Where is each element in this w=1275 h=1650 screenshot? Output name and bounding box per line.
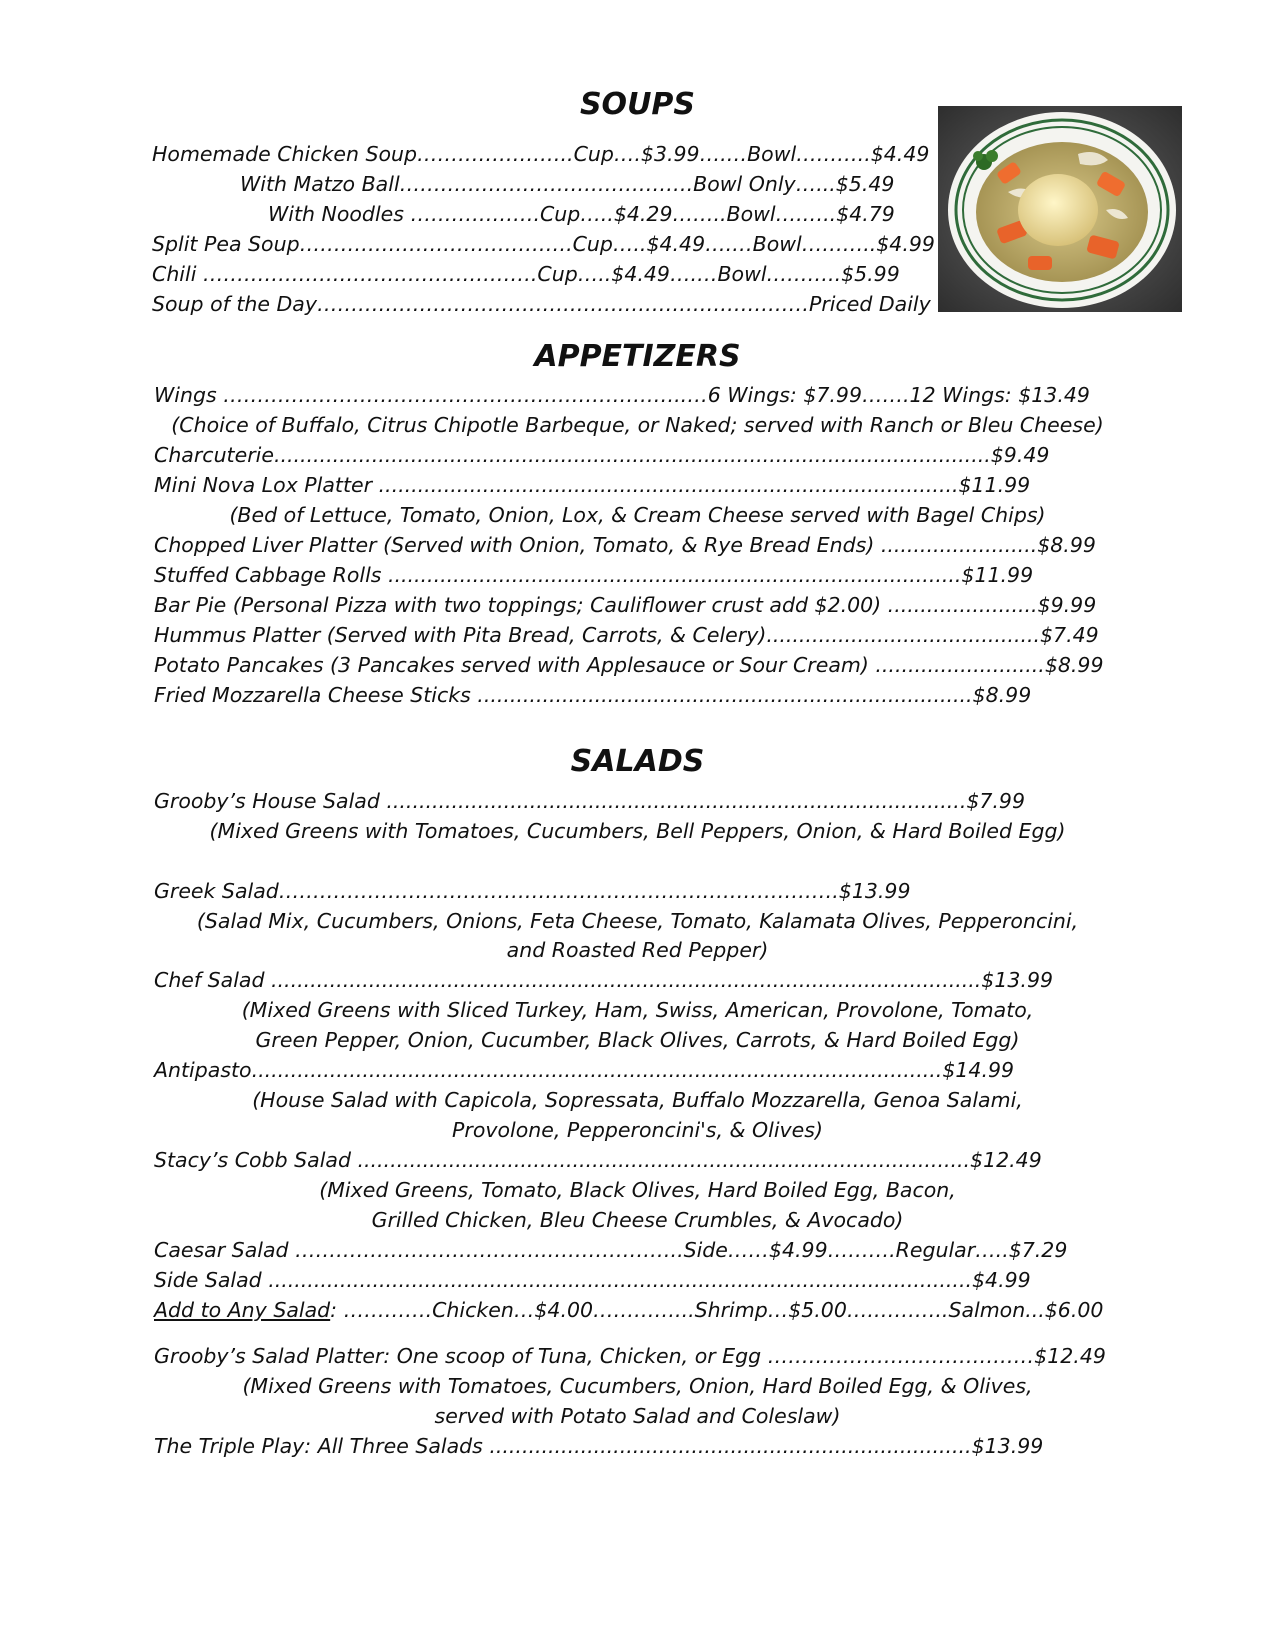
soups-heading: SOUPS bbox=[579, 87, 696, 122]
soup-item-split-pea: Split Pea Soup………………………………….Cup…..$4.49….…Bowl………..$4.99 bbox=[152, 232, 935, 256]
appetizers-heading: APPETIZERS bbox=[534, 339, 741, 374]
salad-chef-desc-2: Green Pepper, Onion, Cucumber, Black Olives, Carrots, & Hard Boiled Egg) bbox=[255, 1028, 1020, 1052]
salad-item-antipasto: Antipasto..........................................................................................................$14.99 bbox=[154, 1058, 1015, 1082]
salad-item-triple-play: The Triple Play: All Three Salads ..........................................................................$13.99 bbox=[154, 1434, 1044, 1458]
soup-item-of-the-day: Soup of the Day………………………………………………………………Priced Daily bbox=[152, 292, 931, 316]
soup-item-matzo: With Matzo Ball…………………………………….Bowl Only…...$5.49 bbox=[240, 172, 895, 196]
salad-greek-desc-2: and Roasted Red Pepper) bbox=[506, 938, 769, 962]
salad-item-side: Side Salad ............................................................................................................$4.99 bbox=[154, 1268, 1031, 1292]
salad-add-ons-prices: : ………….Chicken…$4.00…………...Shrimp…$5.00….………..Salmon...$6.00 bbox=[330, 1298, 1104, 1322]
salad-add-ons-label: Add to Any Salad bbox=[154, 1298, 331, 1322]
appetizer-item-potato-pancakes: Potato Pancakes (3 Pancakes served with Applesauce or Sour Cream) ..........................$8.99 bbox=[154, 653, 1104, 677]
appetizer-wings-desc: (Choice of Buffalo, Citrus Chipotle Barbeque, or Naked; served with Ranch or Bleu Cheese) bbox=[171, 413, 1104, 437]
salad-item-cobb: Stacy’s Cobb Salad ..............................................................................................$12.49 bbox=[154, 1148, 1042, 1172]
salad-house-desc: (Mixed Greens with Tomatoes, Cucumbers, Bell Peppers, Onion, & Hard Boiled Egg) bbox=[209, 819, 1066, 843]
appetizer-item-hummus: Hummus Platter (Served with Pita Bread, Carrots, & Celery)..........................................$7.49 bbox=[154, 623, 1099, 647]
appetizer-item-nova-lox: Mini Nova Lox Platter .........................................................................................$11.99 bbox=[154, 473, 1031, 497]
salad-item-caesar: Caesar Salad ……………………………….………………..Side……$4.99……….Regular…..$7.29 bbox=[154, 1238, 1068, 1262]
appetizer-item-chopped-liver: Chopped Liver Platter (Served with Onion, Tomato, & Rye Bread Ends) ........................$8.99 bbox=[154, 533, 1096, 557]
salads-heading: SALADS bbox=[570, 744, 705, 779]
appetizer-item-bar-pie: Bar Pie (Personal Pizza with two toppings; Cauliflower crust add $2.00) .......................$9.99 bbox=[154, 593, 1097, 617]
salad-cobb-desc-1: (Mixed Greens, Tomato, Black Olives, Hard Boiled Egg, Bacon, bbox=[319, 1178, 956, 1202]
salad-chef-desc-1: (Mixed Greens with Sliced Turkey, Ham, Swiss, American, Provolone, Tomato, bbox=[241, 998, 1034, 1022]
salad-item-house: Grooby’s House Salad .........................................................................................$7.99 bbox=[154, 789, 1026, 813]
appetizer-item-charcuterie: Charcuterie..............................................................................................................$9.49 bbox=[154, 443, 1050, 467]
salad-item-chef: Chef Salad .............................................................................................................$13.99 bbox=[154, 968, 1054, 992]
soup-bowl-image bbox=[938, 106, 1182, 312]
soup-item-noodles: With Noodles ……………….Cup…..$4.29……..Bowl….…..$4.79 bbox=[268, 202, 895, 226]
salad-platter-desc-2: served with Potato Salad and Coleslaw) bbox=[434, 1404, 841, 1428]
appetizer-item-wings: Wings …………………………………………………………..…6 Wings: $7.99…….12 Wings: $13.49 bbox=[154, 383, 1090, 407]
soup-item-chicken: Homemade Chicken Soup…………………..Cup….$3.99….…Bowl………..$4.49 bbox=[152, 142, 930, 166]
chicken-soup-photo bbox=[938, 106, 1182, 312]
salad-cobb-desc-2: Grilled Chicken, Bleu Cheese Crumbles, & Avocado) bbox=[371, 1208, 904, 1232]
salad-platter-desc-1: (Mixed Greens with Tomatoes, Cucumbers, Onion, Hard Boiled Egg, & Olives, bbox=[242, 1374, 1033, 1398]
salad-antipasto-desc-1: (House Salad with Capicola, Sopressata, Buffalo Mozzarella, Genoa Salami, bbox=[252, 1088, 1023, 1112]
salad-item-greek: Greek Salad……………………………………………………………………….$13.99 bbox=[154, 879, 911, 903]
appetizer-nova-lox-desc: (Bed of Lettuce, Tomato, Onion, Lox, & Cream Cheese served with Bagel Chips) bbox=[229, 503, 1046, 527]
appetizer-item-mozzarella-sticks: Fried Mozzarella Cheese Sticks ............................................................................$8.99 bbox=[154, 683, 1032, 707]
salad-antipasto-desc-2: Provolone, Pepperoncini's, & Olives) bbox=[452, 1118, 823, 1142]
soup-item-chili: Chili ………………………………………….Cup…..$4.49….…Bowl………..$5.99 bbox=[152, 262, 900, 286]
salad-item-platter: Grooby’s Salad Platter: One scoop of Tuna, Chicken, or Egg …………………………………$12.49 bbox=[154, 1344, 1106, 1368]
salad-greek-desc-1: (Salad Mix, Cucumbers, Onions, Feta Cheese, Tomato, Kalamata Olives, Pepperoncini, bbox=[196, 909, 1079, 933]
appetizer-item-stuffed-cabbage: Stuffed Cabbage Rolls ........................................................................................$11.99 bbox=[154, 563, 1034, 587]
salad-add-ons bbox=[154, 1296, 1103, 1324]
